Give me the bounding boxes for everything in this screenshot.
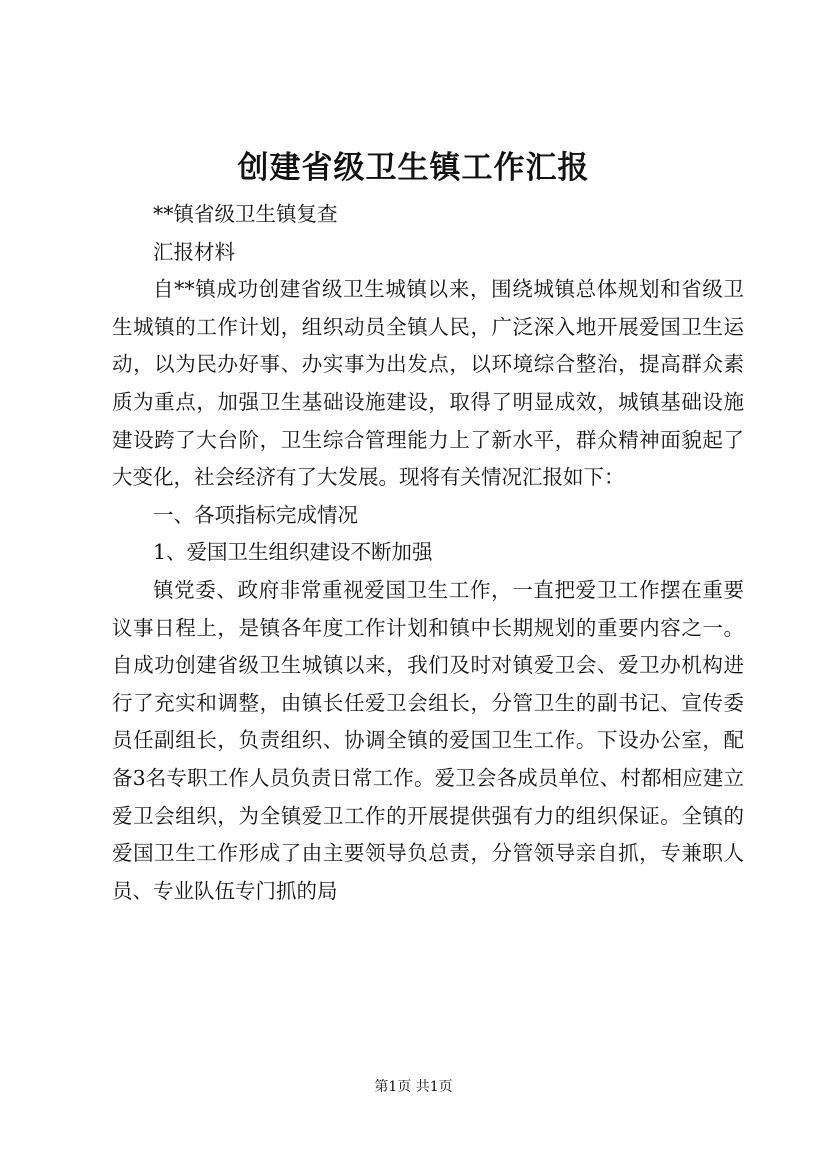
page-footer: 第1页 共1页: [374, 1079, 453, 1095]
section-heading: 一、各项指标完成情况: [153, 502, 358, 527]
subsection-heading: 1、爱国卫生组织建设不断加强: [153, 540, 433, 565]
document-body: [112, 196, 744, 910]
paragraph-body: 镇党委、政府非常重视爱国卫生工作，一直把爱卫工作摆在重要议事日程上，是镇各年度工作计划和镇中长期规划的重要内容之一。自成功创建省级卫生城镇以来，我们及时对镇爱卫会、爱卫办机构进行了充实和调整，由镇长任爱卫会组长，分管卫生的副书记、宣传委员任副组长，负责组织、协调全镇的爱国卫生工作。下设办公室，配备3名专职工作人员负责日常工作。爱卫会各成员单位、村都相应建立爱卫会组织，为全镇爱卫工作的开展提供强有力的组织保证。全镇的爱国卫生工作形成了由主要领导负总责，分管领导亲自抓，专兼职人员、专业队伍专门抓的局: [112, 577, 744, 903]
paragraph-intro: 自**镇成功创建省级卫生城镇以来，围绕城镇总体规划和省级卫生城镇的工作计划，组织动员全镇人民，广泛深入地开展爱国卫生运动，以为民办好事、办实事为出发点，以环境综合整治，提高群众素质为重点，加强卫生基础设施建设，取得了明显成效，城镇基础设施建设跨了大台阶，卫生综合管理能力上了新水平，群众精神面貌起了大变化，社会经济有了大发展。现将有关情况汇报如下：: [112, 277, 744, 490]
paragraph-subtitle: **镇省级卫生镇复查: [153, 202, 338, 226]
paragraph-subtitle-2: 汇报材料: [153, 239, 235, 264]
document-title: 创建省级卫生镇工作汇报: [237, 150, 590, 186]
